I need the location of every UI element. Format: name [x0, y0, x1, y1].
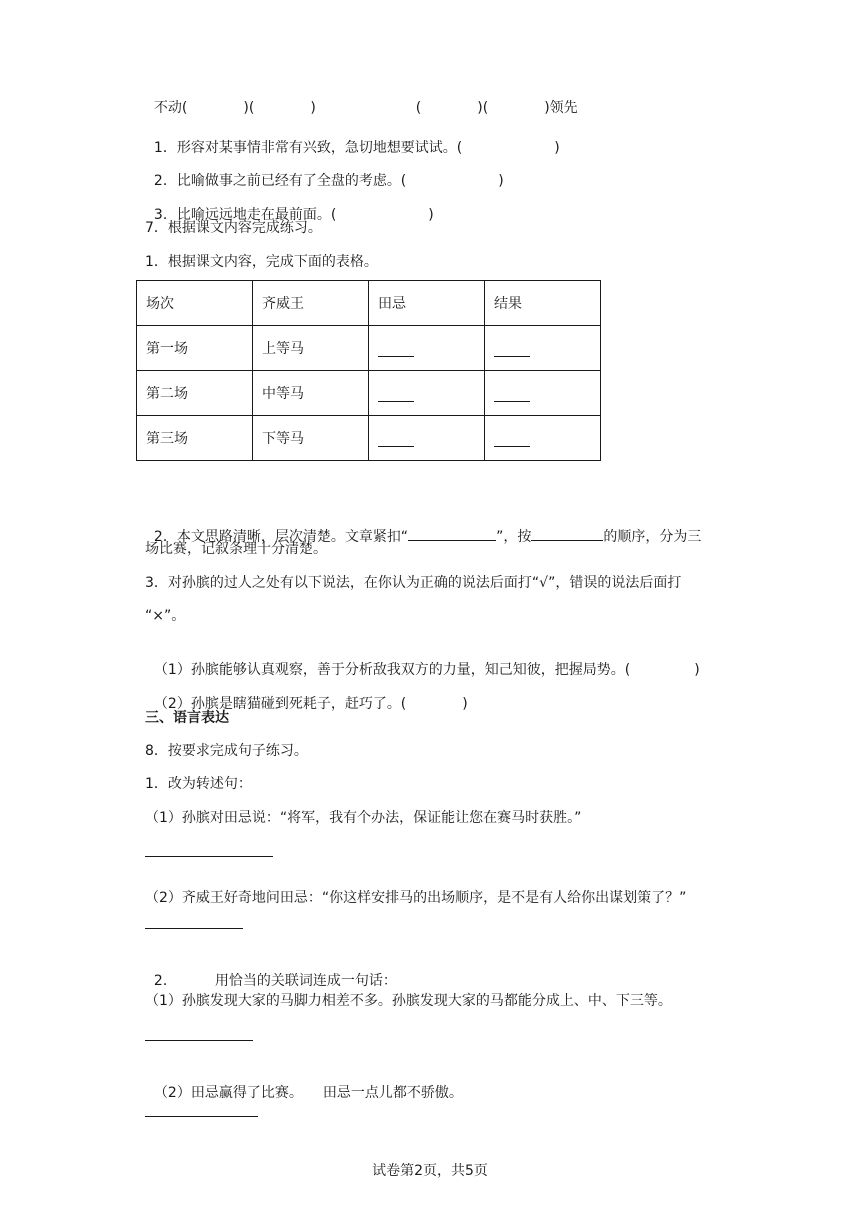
king-horse-cell: 中等马	[253, 371, 369, 416]
match-table	[136, 280, 601, 461]
page-footer: 试卷第2页，共5页	[372, 1163, 488, 1179]
number: 2．	[153, 973, 177, 989]
section-8-2-title	[145, 951, 397, 991]
question-1-text: 1．形容对某事情非常有兴致，急切地想要试试。(	[153, 140, 463, 156]
result-answer-cell[interactable]	[485, 326, 601, 371]
tianji-answer-cell[interactable]	[369, 326, 485, 371]
section-7-3-line1: 3．对孙膑的过人之处有以下说法，在你认为正确的说法后面打“√”，错误的说法后面打	[145, 575, 682, 591]
paren-close: )	[462, 696, 468, 712]
answer-line[interactable]	[145, 928, 243, 929]
question-3-text: 3．比喻远远地走在最前面。(	[153, 207, 337, 223]
table-row	[137, 416, 601, 461]
king-horse-cell: 下等马	[253, 416, 369, 461]
paren-close: )	[498, 173, 504, 189]
section-8-title: 8．按要求完成句子练习。	[145, 743, 308, 759]
section-7-3-line2: “×”。	[145, 608, 186, 624]
answer-line[interactable]	[145, 1040, 253, 1041]
idiom-part-b: )(	[243, 100, 255, 116]
text: （1）孙膑能够认真观察，善于分析敌我双方的力量，知己知彼，把握局势。(	[153, 662, 631, 678]
paren-close: )	[694, 662, 700, 678]
section-7-2-line2: 场比赛，记叙条理十分清楚。	[145, 541, 327, 557]
question-2-text: 2．比喻做事之前已经有了全盘的考虑。(	[153, 173, 407, 189]
text: （2）孙膑是瞎猫碰到死耗子，赶巧了。(	[153, 696, 407, 712]
table-header-row	[137, 281, 601, 326]
header-cell: 齐威王	[253, 281, 369, 326]
idiom-part-f: )领先	[544, 100, 578, 116]
header-cell: 田忌	[369, 281, 485, 326]
idiom-blanks-row	[145, 78, 578, 118]
answer-blank[interactable]	[408, 526, 496, 541]
round-cell: 第二场	[137, 371, 253, 416]
tianji-answer-cell[interactable]	[369, 416, 485, 461]
text: ”，按	[496, 529, 532, 545]
result-answer-cell[interactable]	[485, 371, 601, 416]
tianji-answer-cell[interactable]	[369, 371, 485, 416]
answer-line[interactable]	[145, 856, 273, 857]
text: 2．本文思路清晰，层次清楚。文章紧扣“	[153, 529, 409, 545]
idiom-part-a: 不动(	[153, 100, 188, 116]
text: （2）田忌赢得了比赛。	[153, 1085, 303, 1101]
table-row	[137, 371, 601, 416]
section-3-heading: 三、语言表达	[145, 710, 229, 726]
answer-blank[interactable]	[531, 526, 603, 541]
section-8-1-item2: （2）齐威王好奇地问田忌：“你这样安排马的出场顺序，是不是有人给你出谋划策了？”	[145, 890, 687, 906]
text: 田忌一点儿都不骄傲。	[322, 1085, 463, 1101]
king-horse-cell: 上等马	[253, 326, 369, 371]
header-cell: 场次	[137, 281, 253, 326]
round-cell: 第一场	[137, 326, 253, 371]
text: 用恰当的关联词连成一句话：	[214, 973, 397, 989]
table-row	[137, 326, 601, 371]
section-8-2-item1: （1）孙膑发现大家的马脚力相差不多。孙膑发现大家的马都能分成上、中、下三等。	[145, 993, 672, 1009]
paren-close: )	[554, 140, 560, 156]
idiom-part-c: )	[310, 100, 316, 116]
paren-close: )	[428, 207, 434, 223]
round-cell: 第三场	[137, 416, 253, 461]
section-8-2-item2	[145, 1063, 463, 1103]
text: 的顺序，分为三	[603, 529, 702, 545]
section-7-1-title: 1．根据课文内容，完成下面的表格。	[145, 254, 378, 270]
section-8-1-title: 1．改为转述句：	[145, 776, 252, 792]
section-7-title: 7．根据课文内容完成练习。	[145, 220, 322, 236]
header-cell: 结果	[485, 281, 601, 326]
idiom-part-e: )(	[477, 100, 489, 116]
answer-line[interactable]	[145, 1116, 258, 1117]
result-answer-cell[interactable]	[485, 416, 601, 461]
idiom-part-d: (	[415, 100, 422, 116]
section-8-1-item1: （1）孙膑对田忌说：“将军，我有个办法，保证能让您在赛马时获胜。”	[145, 810, 582, 826]
